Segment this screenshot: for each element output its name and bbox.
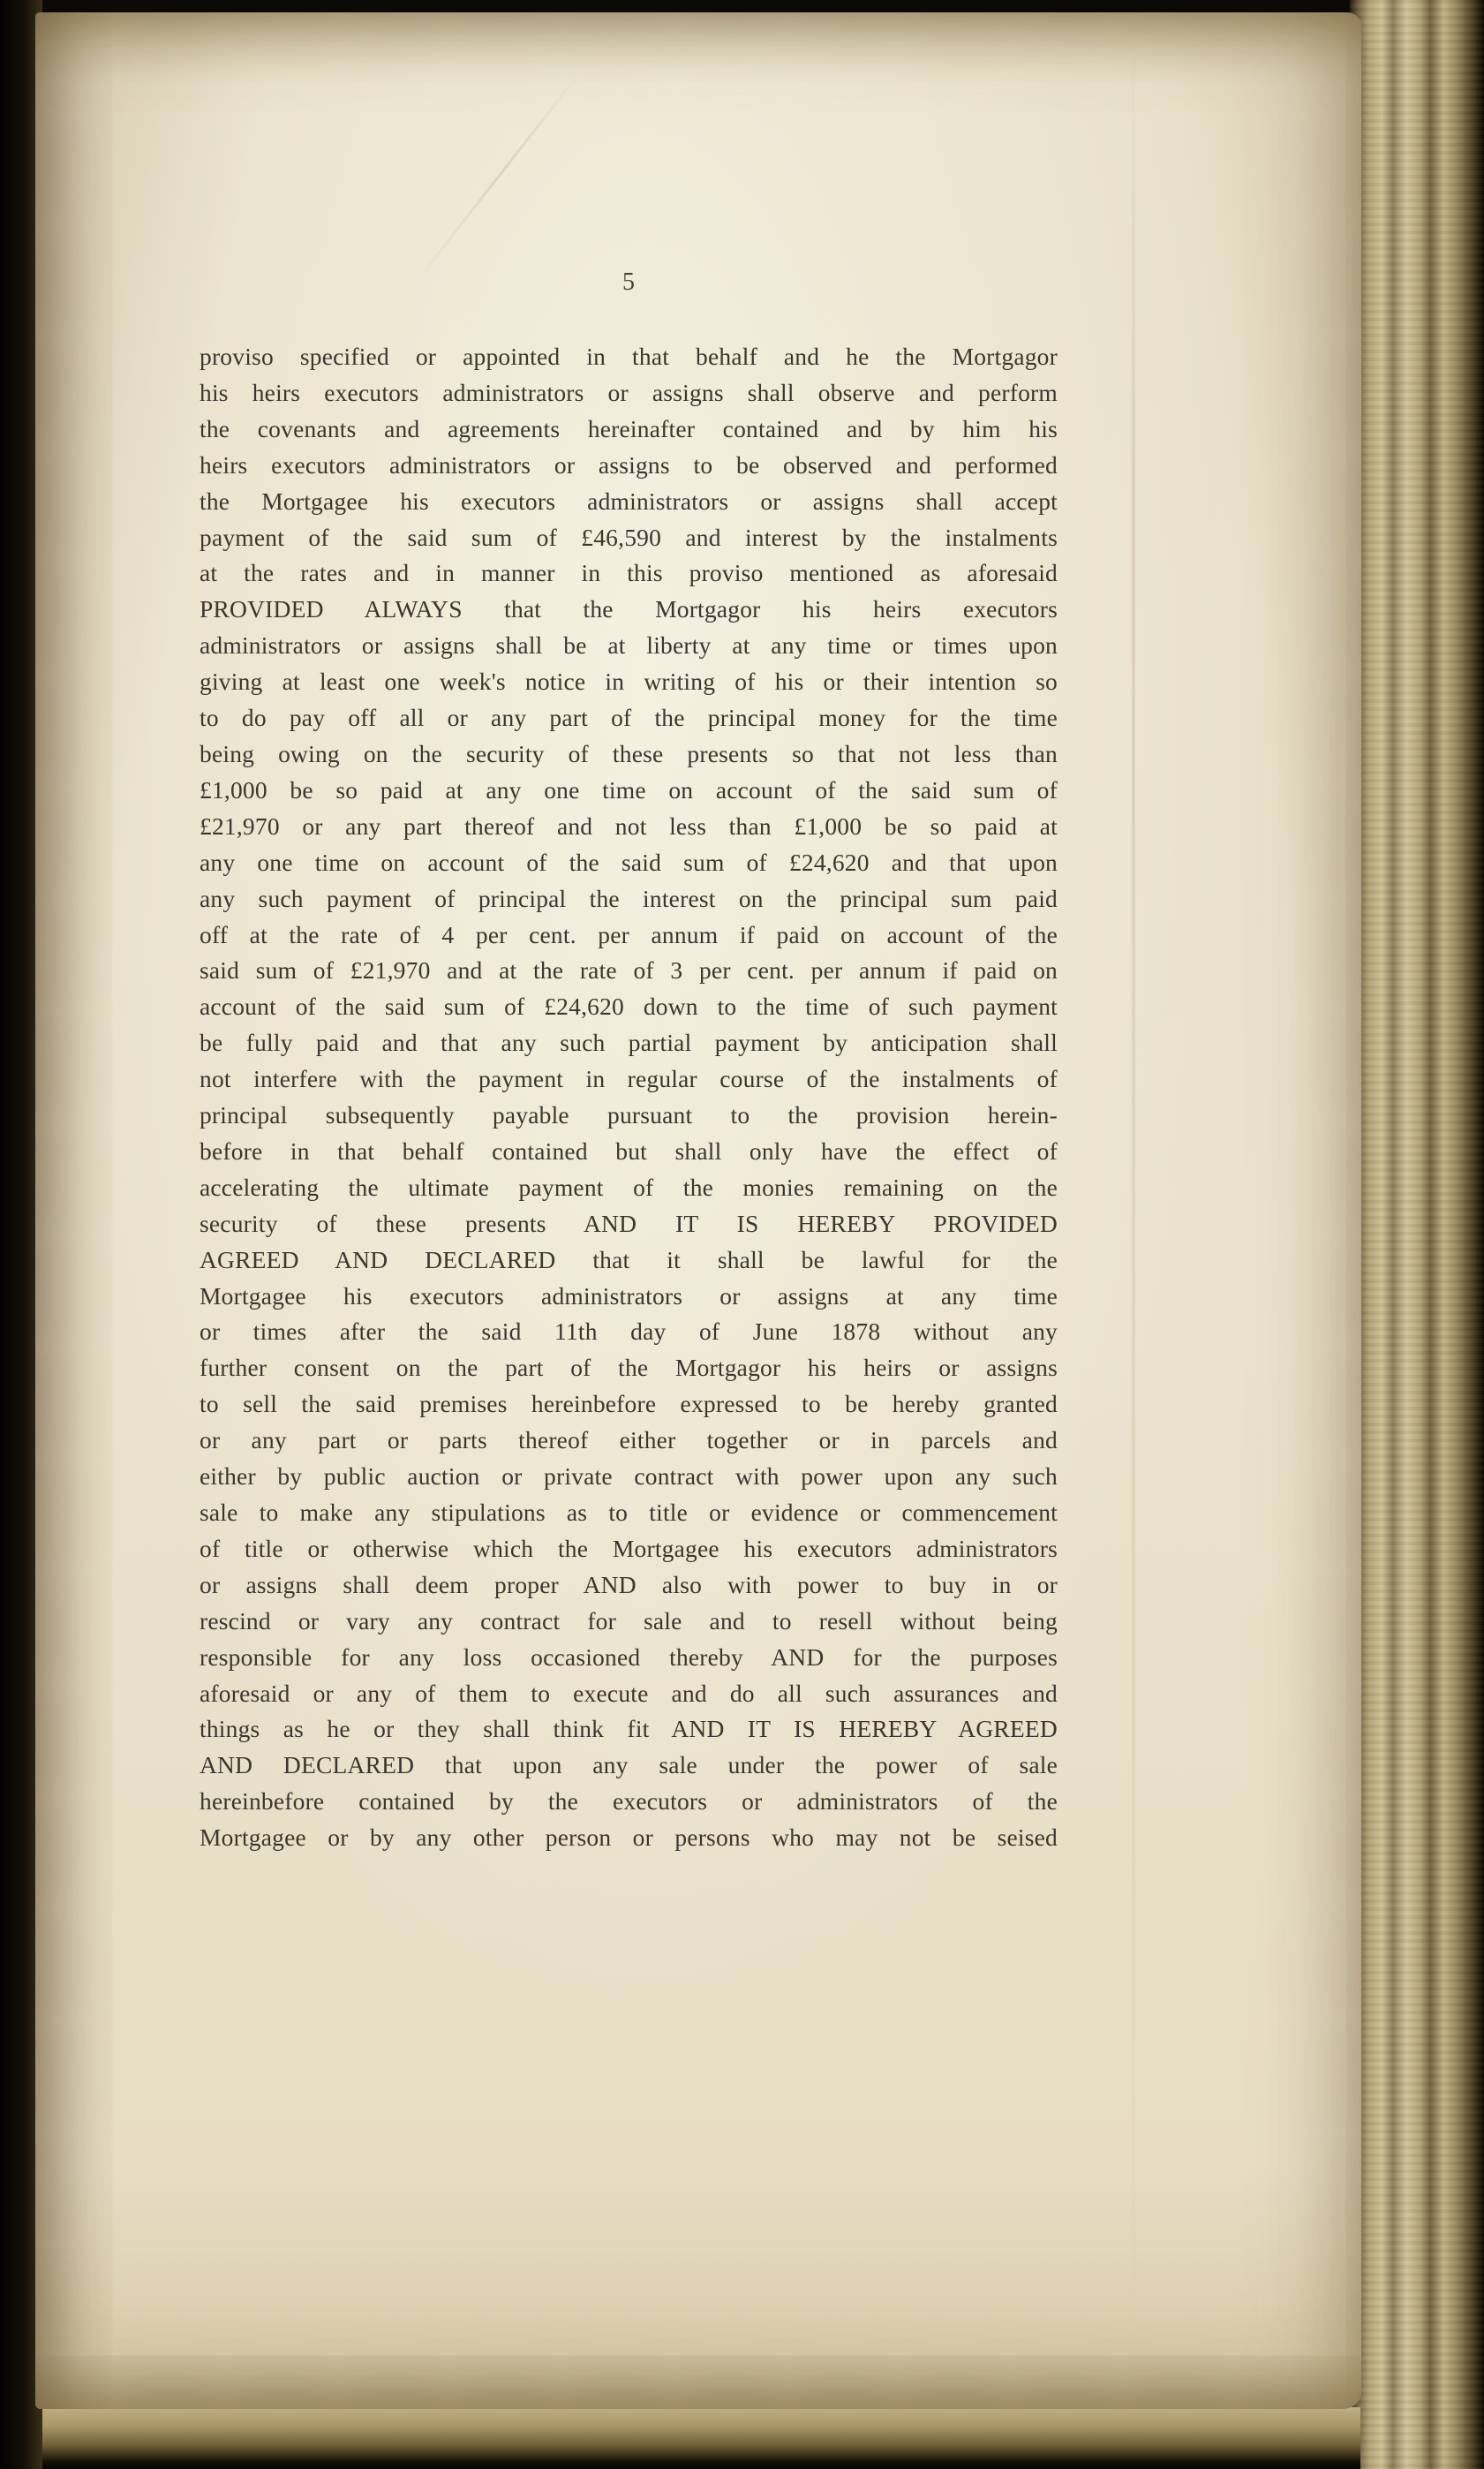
text-line: not interfere with the payment in regular course of the instalments of: [200, 1065, 1058, 1093]
text-line: things as he or they shall think fit AND IT IS HEREBY AGREED: [200, 1715, 1058, 1743]
text-line: or any part or parts thereof either together or in parcels and: [200, 1426, 1058, 1454]
text-line: accelerating the ultimate payment of the monies remaining on the: [200, 1173, 1058, 1201]
text-line: heirs executors administrators or assigns to be observed and performed: [200, 450, 1058, 479]
text-line: principal subsequently payable pursuant to the provision herein-: [200, 1101, 1058, 1129]
page-stack-right-edge: [1350, 0, 1484, 2469]
page-stack-bottom-edge: [25, 2407, 1360, 2469]
text-line: said sum of £21,970 and at the rate of 3 per cent. per annum if paid on: [200, 956, 1058, 985]
text-line: payment of the said sum of £46,590 and interest by the instalments: [200, 523, 1058, 551]
text-line: rescind or vary any contract for sale and to resell without being: [200, 1606, 1058, 1635]
paper-crease: [413, 75, 578, 285]
text-line: £21,970 or any part thereof and not less than £1,000 be so paid at: [200, 812, 1058, 840]
text-line: AND DECLARED that upon any sale under the power of sale: [200, 1751, 1058, 1779]
text-line: either by public auction or private contract with power upon any such: [200, 1462, 1058, 1491]
text-line: being owing on the security of these presents so that not less than: [200, 739, 1058, 767]
text-line: account of the said sum of £24,620 down to the time of such payment: [200, 993, 1058, 1021]
text-line: Mortgagee or by any other person or persons who may not be seised: [200, 1823, 1058, 1852]
text-line: PROVIDED ALWAYS that the Mortgagor his heirs executors: [200, 595, 1058, 623]
text-line: be fully paid and that any such partial payment by anticipation shall: [200, 1029, 1058, 1057]
text-line: or assigns shall deem proper AND also with power to buy in or: [200, 1570, 1058, 1598]
text-line: proviso specified or appointed in that behalf and he the Mortgagor: [200, 343, 1058, 370]
text-line: hereinbefore contained by the executors or administrators of the: [200, 1787, 1058, 1816]
text-line: at the rates and in manner in this proviso mentioned as aforesaid: [200, 559, 1058, 587]
text-line: AGREED AND DECLARED that it shall be lawful for the: [200, 1245, 1058, 1273]
text-line: sale to make any stipulations as to title or evidence or commencement: [200, 1499, 1058, 1526]
page-number: 5: [622, 268, 635, 296]
text-line: administrators or assigns shall be at liberty at any time or times upon: [200, 631, 1058, 660]
text-line: £1,000 be so paid at any one time on account of the said sum of: [200, 775, 1058, 804]
text-line: of title or otherwise which the Mortgagee his executors administrators: [200, 1534, 1058, 1562]
text-line: or times after the said 11th day of June 1878 without any: [200, 1318, 1058, 1346]
text-line: giving at least one week's notice in writing of his or their intention so: [200, 668, 1058, 696]
text-line: before in that behalf contained but shall only have the effect of: [200, 1136, 1058, 1165]
text-line: to sell the said premises hereinbefore expressed to be hereby granted: [200, 1390, 1058, 1418]
text-line: off at the rate of 4 per cent. per annum if paid on account of the: [200, 920, 1058, 948]
text-line: his heirs executors administrators or assigns shall observe and perform: [200, 378, 1058, 406]
text-line: any one time on account of the said sum of £24,620 and that upon: [200, 848, 1058, 876]
document-text-block: [200, 339, 1058, 1856]
text-line: further consent on the part of the Mortgagor his heirs or assigns: [200, 1354, 1058, 1382]
text-line: any such payment of principal the interest on the principal sum paid: [200, 884, 1058, 912]
text-line: the covenants and agreements hereinafter contained and by him his: [200, 414, 1058, 442]
text-line: responsible for any loss occasioned thereby AND for the purposes: [200, 1642, 1058, 1671]
text-line: the Mortgagee his executors administrators or assigns shall accept: [200, 487, 1058, 515]
text-line: to do pay off all or any part of the principal money for the time: [200, 704, 1058, 732]
text-line: security of these presents AND IT IS HEREBY PROVIDED: [200, 1209, 1058, 1237]
document-page: [35, 12, 1361, 2409]
text-line: Mortgagee his executors administrators or assigns at any time: [200, 1281, 1058, 1310]
text-line: aforesaid or any of them to execute and do all such assurances and: [200, 1679, 1058, 1707]
